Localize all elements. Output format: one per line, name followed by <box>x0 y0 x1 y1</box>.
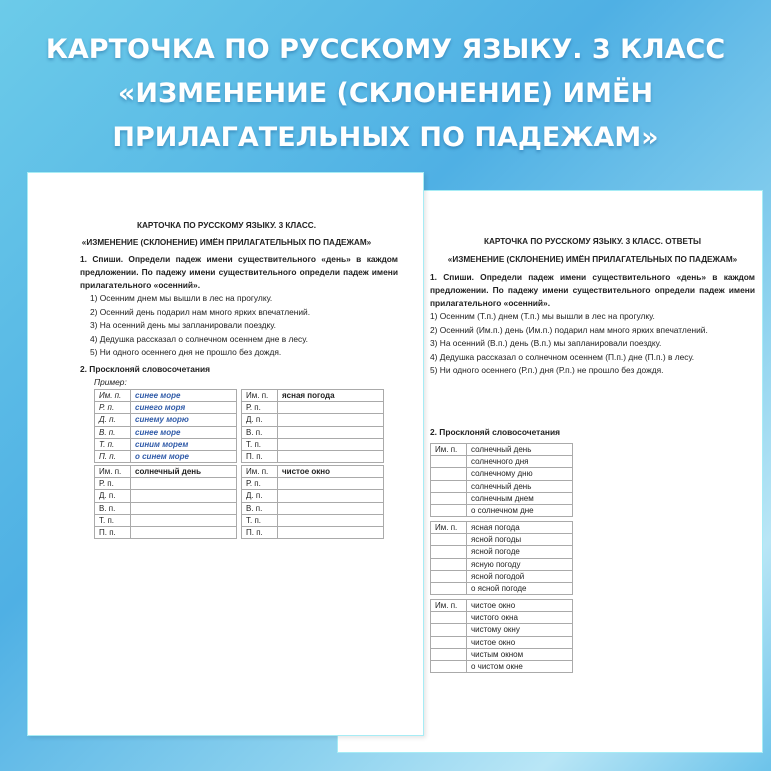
case-cell: Т. п. <box>95 514 131 526</box>
phrase-cell: солнечный день <box>467 480 573 492</box>
table-row <box>431 456 573 468</box>
case-cell: Им. п. <box>242 390 278 402</box>
table-row <box>242 526 384 538</box>
table-row <box>431 546 573 558</box>
phrase-cell: ясной погоде <box>467 546 573 558</box>
case-cell: Т. п. <box>95 438 131 450</box>
table-row <box>95 426 237 438</box>
case-cell: П. п. <box>242 526 278 538</box>
case-cell <box>431 648 467 660</box>
banner-line: ПРИЛАГАТЕЛЬНЫХ ПО ПАДЕЖАМ» <box>112 122 659 153</box>
case-cell: П. п. <box>95 450 131 462</box>
table-row <box>95 502 237 514</box>
case-cell <box>431 468 467 480</box>
sentence: 1) Осенним днем мы вышли в лес на прогулку. <box>90 293 273 303</box>
case-cell: Им. п. <box>95 466 131 478</box>
table-row <box>431 612 573 624</box>
phrase-cell[interactable] <box>278 478 384 490</box>
table-row <box>431 600 573 612</box>
table-row <box>95 390 237 402</box>
banner-line: КАРТОЧКА ПО РУССКОМУ ЯЗЫКУ. 3 КЛАСС <box>45 34 726 65</box>
case-cell: В. п. <box>95 426 131 438</box>
answers-task2: 2. Просклоняй словосочетания <box>430 427 561 437</box>
worksheet-page <box>27 172 424 736</box>
phrase-cell[interactable] <box>278 490 384 502</box>
case-cell: Т. п. <box>242 438 278 450</box>
phrase-cell: о чистом окне <box>467 660 573 672</box>
phrase-cell[interactable] <box>278 402 384 414</box>
case-cell: Р. п. <box>242 478 278 490</box>
sentence: 3) На осенний (В.п.) день (В.п.) мы запланировали поездку. <box>430 338 662 348</box>
case-cell: Им. п. <box>431 444 467 456</box>
table-row <box>95 526 237 538</box>
table-row <box>431 558 573 570</box>
sentence: 2) Осенний (Им.п.) день (Им.п.) подарил нам много ярких впечатлений. <box>430 324 708 335</box>
sentence: 4) Дедушка рассказал о солнечном осеннем дне в лесу. <box>90 333 308 344</box>
declension-table <box>430 443 573 517</box>
phrase-cell[interactable] <box>131 514 237 526</box>
case-cell <box>431 624 467 636</box>
case-cell <box>431 660 467 672</box>
phrase-cell: солнечному дню <box>467 468 573 480</box>
declension-table <box>241 389 384 463</box>
case-cell: Им. п. <box>431 522 467 534</box>
phrase-cell[interactable] <box>278 438 384 450</box>
phrase-cell[interactable] <box>278 414 384 426</box>
phrase-cell[interactable] <box>131 526 237 538</box>
phrase-cell[interactable] <box>278 526 384 538</box>
case-cell: Им. п. <box>431 600 467 612</box>
phrase-cell: солнечный день <box>467 444 573 456</box>
case-cell: В. п. <box>242 426 278 438</box>
phrase-cell[interactable] <box>131 478 237 490</box>
case-cell: Р. п. <box>95 478 131 490</box>
case-cell: В. п. <box>242 502 278 514</box>
sentence: 5) Ни одного осеннего (Р.п.) дня (Р.п.) не прошло без дождя. <box>430 365 664 375</box>
table-row <box>242 490 384 502</box>
table-row <box>242 414 384 426</box>
case-cell <box>431 636 467 648</box>
phrase-cell: синему морю <box>131 414 237 426</box>
table-row <box>431 582 573 594</box>
phrase-cell: о синем море <box>131 450 237 462</box>
phrase-cell[interactable] <box>278 426 384 438</box>
sentence: 5) Ни одного осеннего дня не прошло без дождя. <box>90 347 282 357</box>
declension-table <box>430 599 573 673</box>
case-cell <box>431 546 467 558</box>
phrase-cell: чистым окном <box>467 648 573 660</box>
table-row <box>431 534 573 546</box>
declension-table <box>430 521 573 595</box>
table-row <box>431 444 573 456</box>
phrase-cell: синим морем <box>131 438 237 450</box>
declension-table <box>94 389 237 463</box>
case-cell <box>431 456 467 468</box>
phrase-cell: ясной погоды <box>467 534 573 546</box>
table-row <box>242 402 384 414</box>
case-cell <box>431 504 467 516</box>
table-row <box>431 480 573 492</box>
phrase-cell[interactable] <box>131 490 237 502</box>
case-cell <box>431 480 467 492</box>
phrase-cell: о ясной погоде <box>467 582 573 594</box>
table-row <box>95 414 237 426</box>
table-row <box>242 478 384 490</box>
table-row <box>95 466 237 478</box>
phrase-cell: синее море <box>131 426 237 438</box>
case-cell: Д. п. <box>242 414 278 426</box>
table-row <box>431 522 573 534</box>
phrase-cell[interactable] <box>278 514 384 526</box>
declension-table <box>94 465 237 539</box>
phrase-cell: солнечный день <box>131 466 237 478</box>
phrase-cell: солнечным днем <box>467 492 573 504</box>
case-cell <box>431 612 467 624</box>
table-row <box>431 504 573 516</box>
table-row <box>431 492 573 504</box>
sentence: 3) На осенний день мы запланировали поездку. <box>90 320 276 330</box>
phrase-cell[interactable] <box>278 502 384 514</box>
sentence: 1) Осенним (Т.п.) днем (Т.п.) мы вышли в лес на прогулку. <box>430 311 655 321</box>
case-cell: Р. п. <box>242 402 278 414</box>
table-row <box>242 426 384 438</box>
case-cell <box>431 534 467 546</box>
phrase-cell: синего моря <box>131 402 237 414</box>
case-cell: Д. п. <box>95 490 131 502</box>
table-row <box>431 468 573 480</box>
case-cell <box>431 582 467 594</box>
answers-title: КАРТОЧКА ПО РУССКОМУ ЯЗЫКУ. 3 КЛАСС. ОТВЕТЫ <box>484 237 701 246</box>
phrase-cell: солнечного дня <box>467 456 573 468</box>
case-cell: Им. п. <box>95 390 131 402</box>
sentence: 4) Дедушка рассказал о солнечном осеннем (П.п.) дне (П.п.) в лесу. <box>430 351 695 362</box>
phrase-cell[interactable] <box>131 502 237 514</box>
table-row <box>431 624 573 636</box>
table-row <box>431 570 573 582</box>
phrase-cell: чистое окно <box>278 466 384 478</box>
phrase-cell: ясная погода <box>467 522 573 534</box>
table-row <box>95 490 237 502</box>
answers-subtitle: «ИЗМЕНЕНИЕ (СКЛОНЕНИЕ) ИМЁН ПРИЛАГАТЕЛЬНЫХ ПО ПАДЕЖАМ» <box>447 255 738 264</box>
table-row <box>242 450 384 462</box>
phrase-cell: ясная погода <box>278 390 384 402</box>
phrase-cell: чистому окну <box>467 624 573 636</box>
case-cell: П. п. <box>242 450 278 462</box>
table-row <box>242 438 384 450</box>
phrase-cell: ясную погоду <box>467 558 573 570</box>
phrase-cell: чистого окна <box>467 612 573 624</box>
table-row <box>95 450 237 462</box>
table-row <box>95 514 237 526</box>
table-row <box>95 402 237 414</box>
sentence: 2) Осенний день подарил нам много ярких впечатлений. <box>90 306 311 317</box>
declension-table <box>241 465 384 539</box>
table-row <box>242 502 384 514</box>
phrase-cell[interactable] <box>278 450 384 462</box>
case-cell: Д. п. <box>242 490 278 502</box>
example-label: Пример: <box>94 377 127 387</box>
banner-line: «ИЗМЕНЕНИЕ (СКЛОНЕНИЕ) ИМЁН <box>117 78 654 109</box>
case-cell: Т. п. <box>242 514 278 526</box>
case-cell: Им. п. <box>242 466 278 478</box>
case-cell: П. п. <box>95 526 131 538</box>
table-row <box>431 660 573 672</box>
worksheet-subtitle: «ИЗМЕНЕНИЕ (СКЛОНЕНИЕ) ИМЁН ПРИЛАГАТЕЛЬНЫХ ПО ПАДЕЖАМ» <box>81 238 372 247</box>
case-cell <box>431 570 467 582</box>
banner-title <box>0 28 771 160</box>
table-row <box>95 438 237 450</box>
table-row <box>431 636 573 648</box>
table-row <box>431 648 573 660</box>
table-row <box>242 466 384 478</box>
case-cell: Д. п. <box>95 414 131 426</box>
phrase-cell: о солнечном дне <box>467 504 573 516</box>
case-cell <box>431 492 467 504</box>
worksheet-task1: 1. Спиши. Определи падеж имени существительного «день» в каждом предложении. По падежу имени существительного определи падеж имени прилагательного «осенний». 1) Осенним днем мы вышли в лес на прогулку. 2) Осенний день подарил нам много ярких впечатлений. 3) На осенний день мы запланировали поездку. 4) Дедушка рассказал о солнечном осеннем дне в лесу. 5) Ни одного осеннего дня не прошло без дождя. <box>80 253 398 360</box>
phrase-cell: чистое окно <box>467 636 573 648</box>
worksheet-task2: 2. Просклоняй словосочетания <box>80 364 211 374</box>
case-cell <box>431 558 467 570</box>
case-cell: Р. п. <box>95 402 131 414</box>
phrase-cell: чистое окно <box>467 600 573 612</box>
phrase-cell: синее море <box>131 390 237 402</box>
table-row <box>242 514 384 526</box>
worksheet-title: КАРТОЧКА ПО РУССКОМУ ЯЗЫКУ. 3 КЛАСС. <box>137 221 316 230</box>
answers-task1: 1. Спиши. Определи падеж имени существительного «день» в каждом предложении. По падежу имени существительного определи падеж имени прилагательного «осенний». 1) Осенним (Т.п.) днем (Т.п.) мы вышли в лес на прогулку. 2) Осенний (Им.п.) день (Им.п.) подарил нам много ярких впечатлений. 3) На осенний (В.п.) день (В.п.) мы запланировали поездку. 4) Дедушка рассказал о солнечном осеннем (П.п.) дне (П.п.) в лесу. 5) Ни одного осеннего (Р.п.) дня (Р.п.) не прошло без дождя. <box>430 271 755 378</box>
table-row <box>95 478 237 490</box>
case-cell: В. п. <box>95 502 131 514</box>
table-row <box>242 390 384 402</box>
phrase-cell: ясной погодой <box>467 570 573 582</box>
